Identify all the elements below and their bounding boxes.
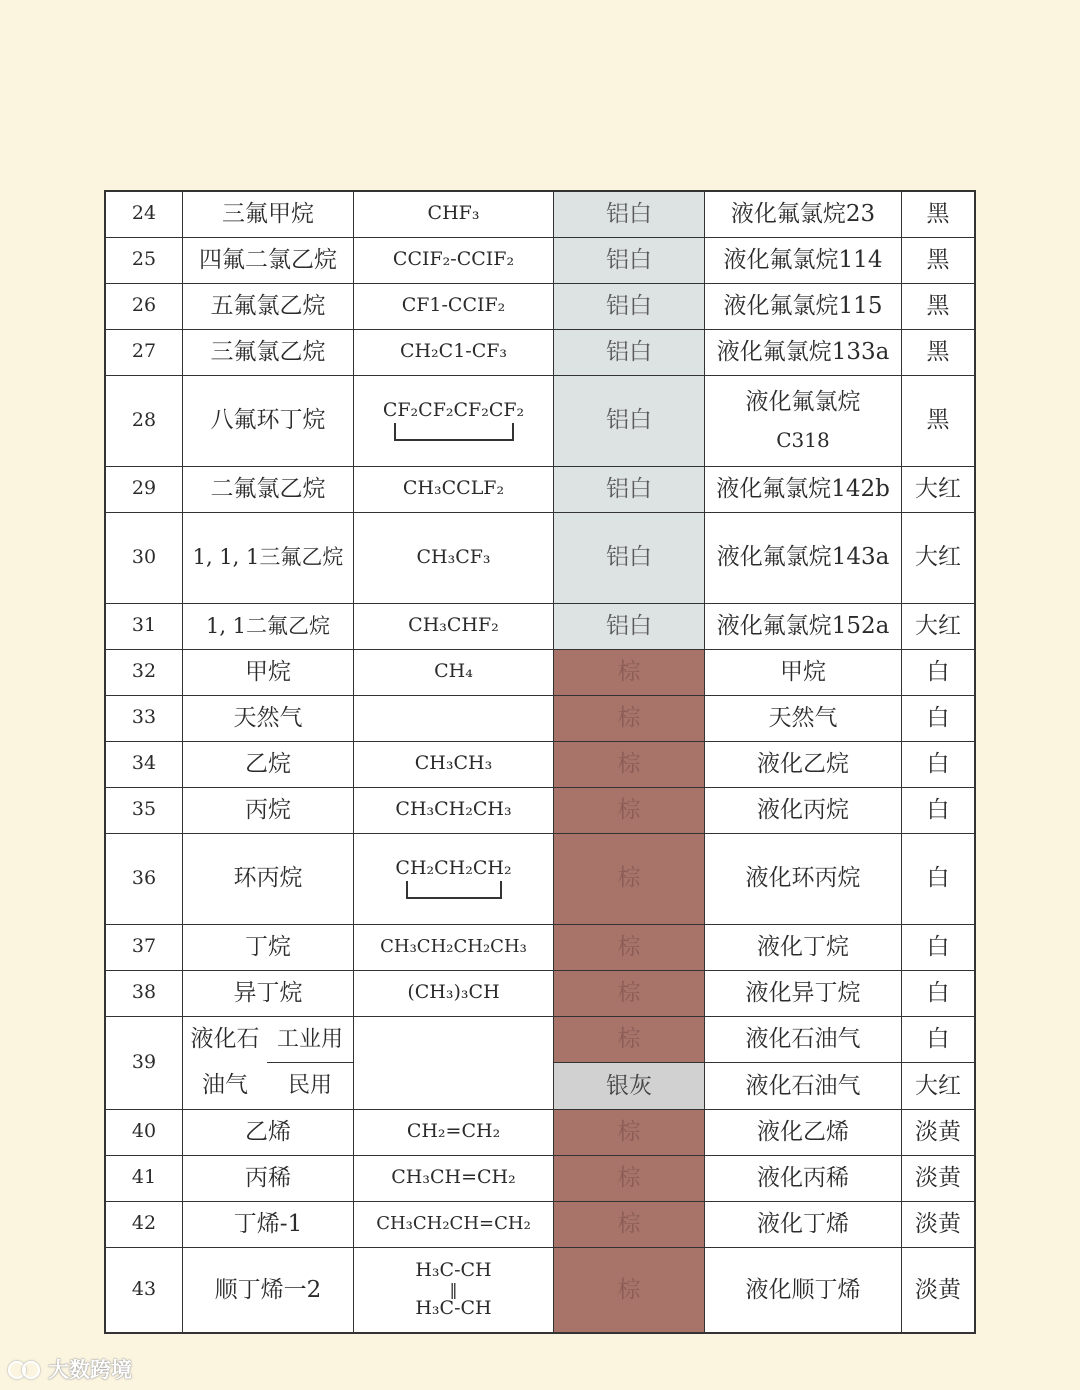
gas-name: 乙烷: [183, 741, 354, 787]
chemical-formula: CH₂C1-CF₃: [354, 329, 554, 375]
table-row: [105, 741, 975, 787]
table-row: [105, 833, 975, 924]
text-color: 黑: [902, 375, 976, 466]
text-color: 白: [902, 833, 976, 924]
text-color: 大红: [902, 466, 976, 512]
text-color: 黑: [902, 191, 976, 237]
table-row: [105, 512, 975, 603]
double-bond-mark: ‖: [449, 1279, 458, 1299]
ring-formula-text: CH₂CH₂CH₂: [395, 856, 512, 879]
text-color: 白: [902, 924, 976, 970]
gas-name-split: [183, 1016, 354, 1109]
watermark: [8, 1354, 132, 1384]
cylinder-color: 铝白: [554, 329, 705, 375]
label-text: 天然气: [705, 695, 902, 741]
table-row: [105, 466, 975, 512]
chemical-formula: CH₃CH₃: [354, 741, 554, 787]
gas-name: 丁烷: [183, 924, 354, 970]
label-text: 液化氟氯烷142b: [705, 466, 902, 512]
cylinder-color: 棕: [554, 787, 705, 833]
formula-line-top: H₃C-CH: [415, 1258, 492, 1281]
row-number: 40: [105, 1109, 183, 1155]
label-line-2: C318: [776, 428, 830, 453]
label-text: 液化乙烯: [705, 1109, 902, 1155]
row-number: 27: [105, 329, 183, 375]
text-color: 黑: [902, 329, 976, 375]
row-number: 38: [105, 970, 183, 1016]
chemical-formula: [354, 833, 554, 924]
chemical-formula: CH₃CH₂CH₃: [354, 787, 554, 833]
text-color: 白: [902, 695, 976, 741]
cylinder-color: 棕: [554, 649, 705, 695]
chemical-formula: (CH₃)₃CH: [354, 970, 554, 1016]
chemical-formula: [354, 695, 554, 741]
label-text: 液化丙稀: [705, 1155, 902, 1201]
row-number: 43: [105, 1247, 183, 1333]
chemical-formula: CH₃CF₃: [354, 512, 554, 603]
row-number: 28: [105, 375, 183, 466]
label-text: 液化氟氯烷114: [705, 237, 902, 283]
cylinder-color: 铝白: [554, 283, 705, 329]
ring-bond-bracket: [394, 423, 514, 441]
row-number: 42: [105, 1201, 183, 1247]
text-color: 淡黄: [902, 1109, 976, 1155]
ring-formula-text: CF₂CF₂CF₂CF₂: [382, 398, 525, 421]
chemical-formula: [354, 375, 554, 466]
table-row: [105, 787, 975, 833]
gas-cylinder-color-table: [104, 190, 976, 1334]
cylinder-color: 铝白: [554, 191, 705, 237]
usage-civil: 民用: [287, 1073, 332, 1099]
text-color: 大红: [902, 512, 976, 603]
chemical-formula: CH₃CHF₂: [354, 603, 554, 649]
text-color: 黑: [902, 237, 976, 283]
cylinder-color: 铝白: [554, 237, 705, 283]
label-text: 液化氟氯烷23: [705, 191, 902, 237]
cylinder-color: 棕: [554, 833, 705, 924]
gas-name: 丙稀: [183, 1155, 354, 1201]
gas-name: 天然气: [183, 695, 354, 741]
label-text: 液化氟氯烷115: [705, 283, 902, 329]
row-number: 41: [105, 1155, 183, 1201]
table-row: [105, 970, 975, 1016]
cylinder-color: 银灰: [554, 1063, 705, 1110]
table-row: [105, 1201, 975, 1247]
cylinder-color: 铝白: [554, 512, 705, 603]
table-row: [105, 375, 975, 466]
row-number: 24: [105, 191, 183, 237]
chemical-formula: [354, 1247, 554, 1333]
cylinder-color: 棕: [554, 924, 705, 970]
usage-industrial: 工业用: [267, 1017, 353, 1063]
text-color: 大红: [902, 603, 976, 649]
label-text: 液化丙烷: [705, 787, 902, 833]
label-text: 液化氟氯烷133a: [705, 329, 902, 375]
cylinder-color: 棕: [554, 1155, 705, 1201]
cylinder-color: 棕: [554, 1247, 705, 1333]
gas-name: 丙烷: [183, 787, 354, 833]
label-text: 液化丁烯: [705, 1201, 902, 1247]
text-color: 白: [902, 1016, 976, 1063]
table-row: [105, 237, 975, 283]
row-number: 37: [105, 924, 183, 970]
text-color: 白: [902, 787, 976, 833]
table-row: [105, 1247, 975, 1333]
text-color: 淡黄: [902, 1155, 976, 1201]
row-number: 39: [105, 1016, 183, 1109]
label-line-1: 液化氟氯烷: [745, 388, 861, 415]
gas-name: 五氟氯乙烷: [183, 283, 354, 329]
cylinder-color: 铝白: [554, 603, 705, 649]
table-row: [105, 695, 975, 741]
gas-name: 二氟氯乙烷: [183, 466, 354, 512]
table-row: [105, 1155, 975, 1201]
cylinder-color: 棕: [554, 695, 705, 741]
table-row: [105, 283, 975, 329]
gas-name: 八氟环丁烷: [183, 375, 354, 466]
table-row: [105, 329, 975, 375]
chemical-formula: CF1-CCIF₂: [354, 283, 554, 329]
table-row: [105, 924, 975, 970]
gas-name: 三氟甲烷: [183, 191, 354, 237]
row-number: 31: [105, 603, 183, 649]
gas-name-part-1: 液化石: [190, 1026, 260, 1053]
label-text: 甲烷: [705, 649, 902, 695]
text-color: 白: [902, 970, 976, 1016]
chemical-formula: CCIF₂-CCIF₂: [354, 237, 554, 283]
text-color: 白: [902, 649, 976, 695]
chemical-formula: [354, 1016, 554, 1109]
cylinder-color: 棕: [554, 970, 705, 1016]
row-number: 30: [105, 512, 183, 603]
row-number: 33: [105, 695, 183, 741]
gas-name: 异丁烷: [183, 970, 354, 1016]
row-number: 26: [105, 283, 183, 329]
label-text: 液化乙烷: [705, 741, 902, 787]
watermark-logo-icon: [8, 1358, 42, 1380]
row-number: 34: [105, 741, 183, 787]
row-number: 25: [105, 237, 183, 283]
chemical-formula: CH₃CH₂CH=CH₂: [354, 1201, 554, 1247]
cylinder-color: 棕: [554, 1109, 705, 1155]
row-number: 36: [105, 833, 183, 924]
row-number: 32: [105, 649, 183, 695]
label-text: 液化环丙烷: [705, 833, 902, 924]
gas-name: 环丙烷: [183, 833, 354, 924]
gas-name: 丁烯-1: [183, 1201, 354, 1247]
label-text: 液化丁烷: [705, 924, 902, 970]
label-text: 液化氟氯烷152a: [705, 603, 902, 649]
row-number: 35: [105, 787, 183, 833]
cylinder-color: 铝白: [554, 375, 705, 466]
label-text: 液化异丁烷: [705, 970, 902, 1016]
gas-name: 三氟氯乙烷: [183, 329, 354, 375]
chemical-formula: CH₄: [354, 649, 554, 695]
table-row: [105, 603, 975, 649]
table-row: [105, 649, 975, 695]
chemical-formula: CH₃CH=CH₂: [354, 1155, 554, 1201]
chemical-formula: CH₃CCLF₂: [354, 466, 554, 512]
gas-name: 乙烯: [183, 1109, 354, 1155]
cylinder-color: 棕: [554, 1016, 705, 1063]
table-row: [105, 191, 975, 237]
label-text: 液化石油气: [705, 1063, 902, 1110]
lpg-name-split: [183, 1017, 353, 1109]
gas-name: 顺丁烯一2: [183, 1247, 354, 1333]
gas-name: 1, 1, 1三氟乙烷: [183, 512, 354, 603]
cylinder-color: 棕: [554, 1201, 705, 1247]
text-color: 大红: [902, 1063, 976, 1110]
text-color: 淡黄: [902, 1247, 976, 1333]
text-color: 白: [902, 741, 976, 787]
formula-line-bottom: H₃C-CH: [415, 1296, 492, 1319]
gas-name-part-2: 油气: [202, 1072, 248, 1099]
label-text: 液化氟氯烷143a: [705, 512, 902, 603]
table-row: [105, 1016, 975, 1063]
row-number: 29: [105, 466, 183, 512]
text-color: 黑: [902, 283, 976, 329]
chemical-formula: CH₃CH₂CH₂CH₃: [354, 924, 554, 970]
cylinder-color: 棕: [554, 741, 705, 787]
chemical-formula: CH₂=CH₂: [354, 1109, 554, 1155]
gas-name: 甲烷: [183, 649, 354, 695]
cylinder-color: 铝白: [554, 466, 705, 512]
chemical-formula: CHF₃: [354, 191, 554, 237]
table-row: [105, 1109, 975, 1155]
ring-bond-bracket: [406, 881, 502, 899]
gas-name: 1, 1二氟乙烷: [183, 603, 354, 649]
text-color: 淡黄: [902, 1201, 976, 1247]
watermark-text: 大数跨境: [48, 1358, 132, 1382]
gas-name: 四氟二氯乙烷: [183, 237, 354, 283]
label-text: [705, 375, 902, 466]
label-text: 液化石油气: [705, 1016, 902, 1063]
label-text: 液化顺丁烯: [705, 1247, 902, 1333]
